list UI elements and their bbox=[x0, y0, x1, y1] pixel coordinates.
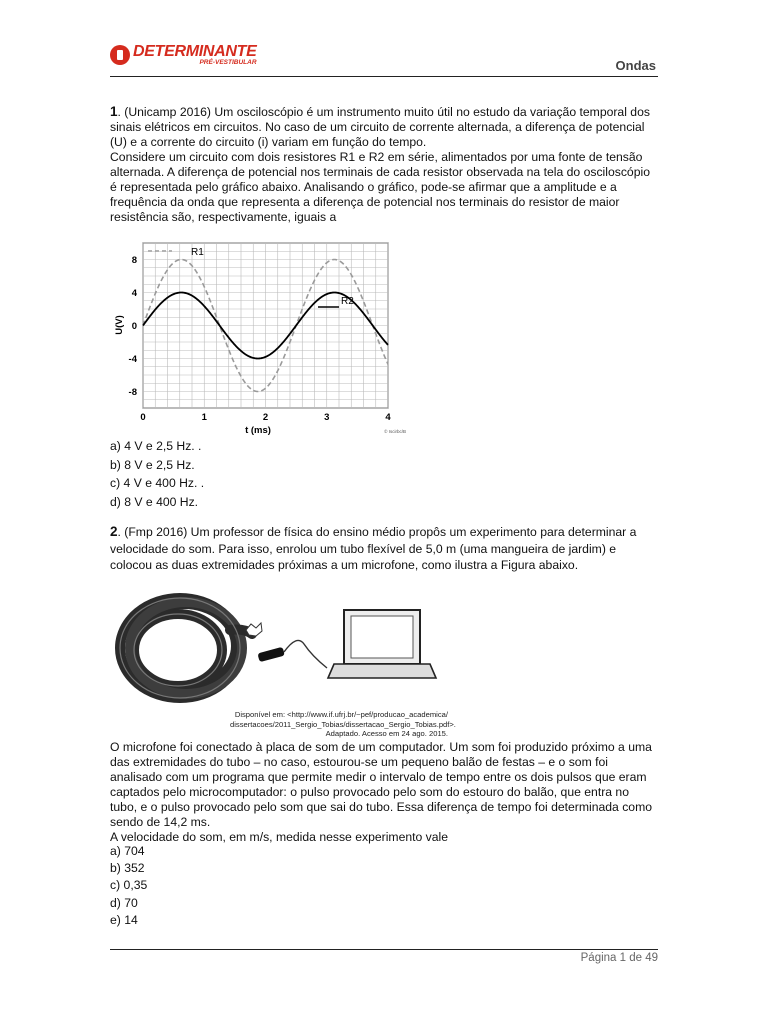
legend-r2-label: R2 bbox=[341, 296, 354, 307]
question-1-number: 1 bbox=[110, 104, 118, 119]
y-tick-label: -4 bbox=[128, 354, 137, 365]
option-1c: c) 4 V e 400 Hz. . bbox=[110, 476, 205, 490]
caption-line-3: Adaptado. Acesso em 24 ago. 2015. bbox=[325, 729, 448, 738]
question-2-prompt: A velocidade do som, em m/s, medida nesse experimento vale bbox=[110, 830, 449, 844]
option-2e: e) 14 bbox=[110, 912, 138, 927]
option-2b: b) 352 bbox=[110, 861, 145, 876]
oscilloscope-chart bbox=[108, 240, 408, 440]
question-2-intro: . (Fmp 2016) Um professor de física do ensino médio propôs um experimento para determinar a velocidade do som. Para isso, enrolou um tubo flexível de 5,0 m (uma mangueira de jardim) e colocou as duas extremidades próximas a um microfone, como ilustra a Figura abaixo. bbox=[110, 525, 637, 572]
caption-line-1: Disponível em: <http://www.if.ufrj.br/~pef/producao_academica/ bbox=[234, 710, 448, 719]
page-number: Página 1 de 49 bbox=[580, 952, 658, 964]
brand-name: DETERMINANTE bbox=[133, 43, 257, 60]
question-2-text bbox=[110, 524, 658, 574]
y-axis-label: U(V) bbox=[114, 315, 125, 335]
question-2-options bbox=[110, 843, 147, 929]
question-1-intro: . (Unicamp 2016) Um osciloscópio é um instrumento muito útil no estudo da variação temporal dos sinais elétricos em circuitos. No caso de um circuito de corrente alternada, a diferença de potencial (U) e a corrente do circuito (i) variam em função do tempo. bbox=[110, 105, 650, 149]
question-1-options bbox=[110, 437, 204, 511]
question-2-paragraph: O microfone foi conectado à placa de som de um computador. Um som foi produzido próximo a uma das extremidades do tubo – no caso, estourou-se um pequeno balão de festas – e o som foi analisado com um programa que permite medir o intervalo de tempo entre os dois pulsos que eram captados pelo microcomputador: o pulso provocado pelo som do estouro do balão, que entra no tubo, e o pulso provocado pelo som que sai do tubo. Essa diferença de tempo foi determinada como sendo de 14,2 ms. bbox=[110, 740, 653, 829]
x-tick-label: 0 bbox=[140, 412, 146, 423]
balloon-burst-icon bbox=[246, 623, 262, 636]
y-tick-label: 4 bbox=[131, 288, 137, 299]
option-2a: a) 704 bbox=[110, 844, 145, 858]
question-1-body: Considere um circuito com dois resistores R1 e R2 em série, alimentados por uma fonte de tensão alternada. A diferença de potencial nos terminais de cada resistor observada na tela do osciloscópio é representada pelo gráfico abaixo. Analisando o gráfico, pode-se afirmar que a amplitude e a frequência da onda que representa a diferença de potencial nos terminais do resistor de maior resistência são, respectivamente, iguais a bbox=[110, 150, 650, 224]
y-tick-label: 8 bbox=[131, 255, 137, 266]
brand-subtitle: PRÉ-VESTIBULAR bbox=[199, 59, 257, 66]
question-1-text bbox=[110, 104, 658, 225]
x-tick-label: 3 bbox=[324, 412, 330, 423]
option-2d: d) 70 bbox=[110, 895, 138, 910]
option-1d: d) 8 V e 400 Hz. bbox=[110, 494, 199, 509]
logo-icon bbox=[110, 45, 130, 65]
footer-divider bbox=[110, 949, 658, 950]
x-axis-label: t (ms) bbox=[245, 425, 271, 436]
option-1b: b) 8 V e 2,5 Hz. bbox=[110, 457, 195, 472]
x-tick-label: 1 bbox=[201, 412, 207, 423]
question-2-number: 2 bbox=[110, 524, 118, 539]
figure-caption bbox=[230, 710, 456, 739]
y-tick-label: 0 bbox=[131, 321, 137, 332]
experiment-illustration bbox=[112, 590, 450, 710]
coiled-hose bbox=[120, 598, 252, 698]
question-2-body bbox=[110, 740, 658, 845]
chart-watermark: © Iscirbc/B bbox=[384, 429, 406, 434]
caption-line-2: dissertacoes/2011_Sergio_Tobias/dissertacao_Sergio_Tobias.pdf>. bbox=[230, 719, 456, 729]
option-2c: c) 0,35 bbox=[110, 878, 148, 893]
microphone-cable bbox=[284, 640, 327, 668]
option-1a: a) 4 V e 2,5 Hz. . bbox=[110, 439, 202, 453]
x-tick-label: 4 bbox=[385, 412, 391, 423]
section-title: Ondas bbox=[615, 58, 656, 73]
microphone-icon bbox=[257, 647, 284, 662]
y-tick-label: -8 bbox=[128, 387, 137, 398]
x-tick-label: 2 bbox=[262, 412, 269, 423]
brand-logo bbox=[110, 44, 257, 67]
legend-r1-label: R1 bbox=[191, 247, 204, 258]
laptop-icon bbox=[328, 610, 436, 678]
chart-grid bbox=[143, 243, 388, 408]
header-divider bbox=[110, 76, 658, 77]
